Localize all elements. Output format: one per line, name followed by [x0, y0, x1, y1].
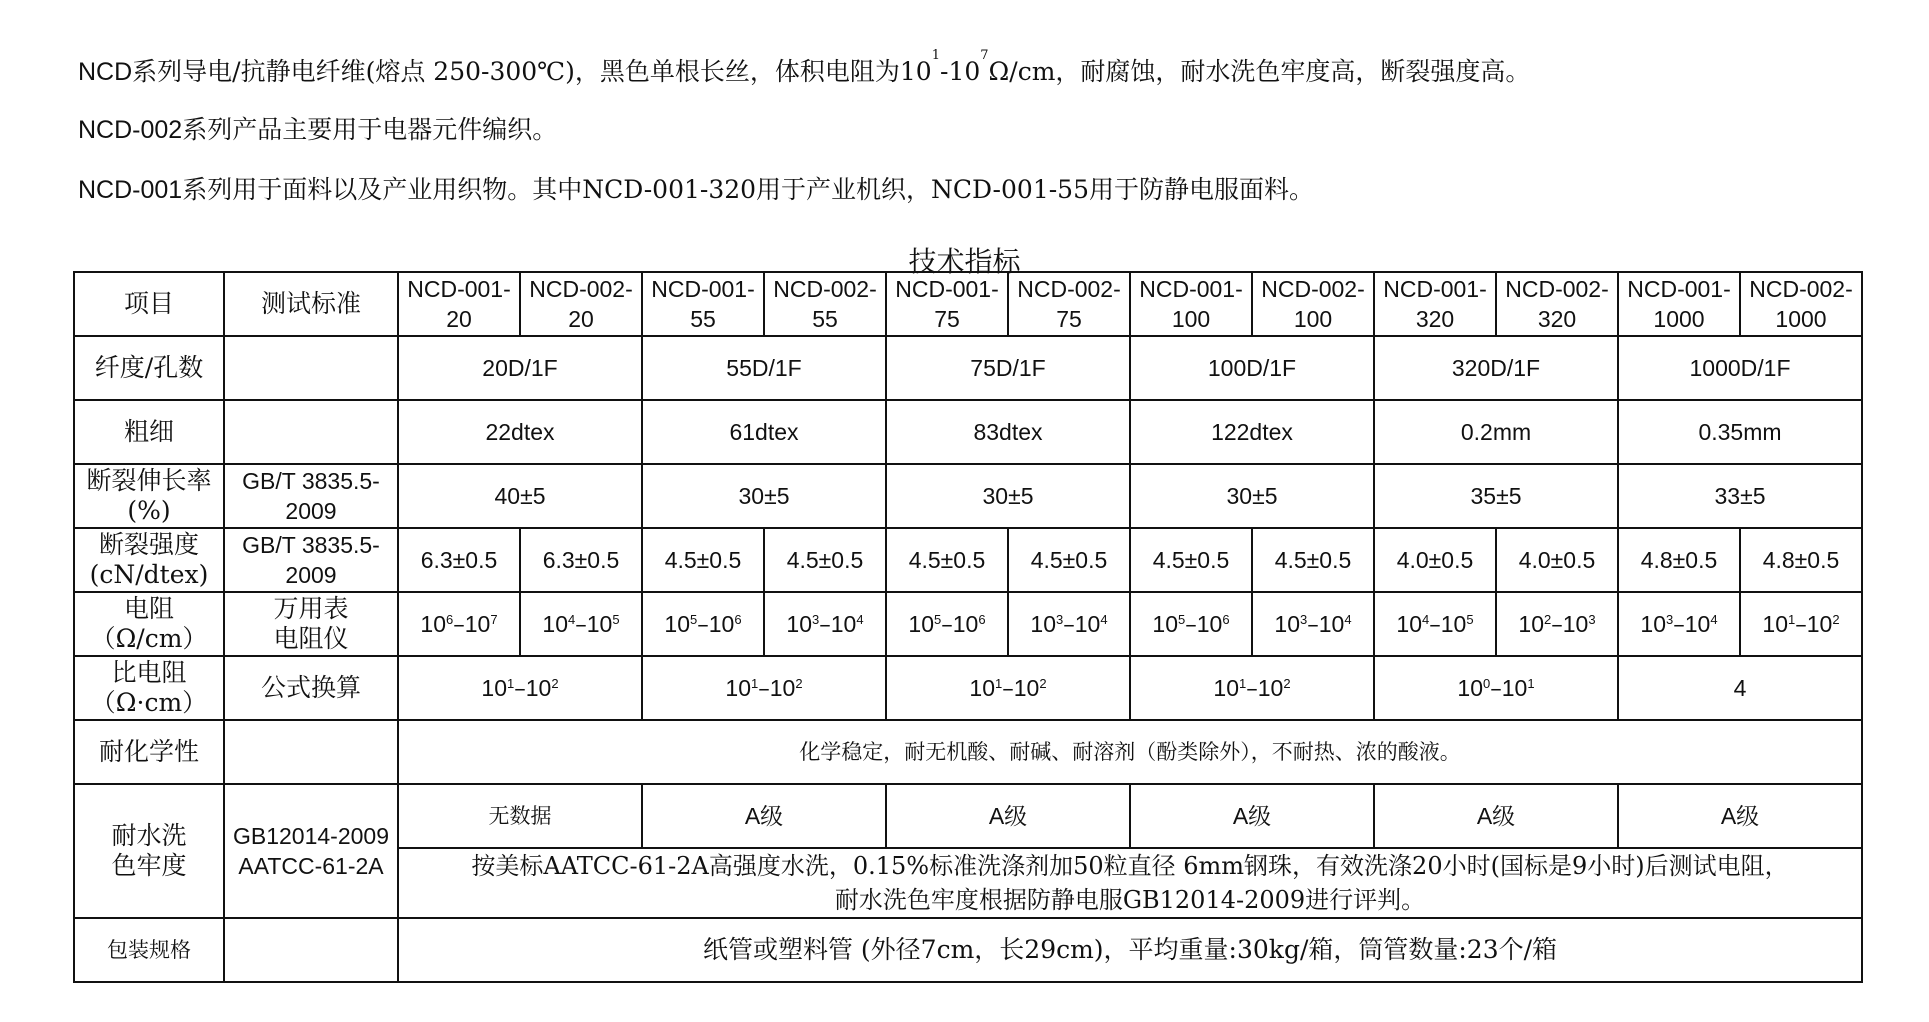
- resistance-cell: $10^3-10^4$: [1008, 592, 1130, 656]
- row-fineness: [74, 336, 1862, 400]
- row-chemical: [74, 720, 1862, 784]
- table-cell: 100D/1F: [1130, 336, 1374, 400]
- intro-paragraph-1: [78, 48, 1531, 88]
- resistance-cell: $10^5-10^6$: [642, 592, 764, 656]
- empty-cell: [224, 336, 398, 400]
- table-cell: 6.3±0.5: [520, 528, 642, 592]
- header-model: NCD-002- 75: [1008, 272, 1130, 336]
- table-cell: 30±5: [1130, 464, 1374, 528]
- table-cell: 0.35mm: [1618, 400, 1862, 464]
- resistance-cell: $10^1-10^2$: [398, 656, 642, 720]
- header-item: 项目: [74, 272, 224, 336]
- resistance-cell: $10^6-10^7$: [398, 592, 520, 656]
- table-cell: 22dtex: [398, 400, 642, 464]
- table-cell: 30±5: [886, 464, 1130, 528]
- row-standard: GB/T 3835.5- 2009: [224, 528, 398, 592]
- table-cell: 4.0±0.5: [1374, 528, 1496, 592]
- resistance-cell: $10^4-10^5$: [520, 592, 642, 656]
- header-model: NCD-002- 1000: [1740, 272, 1862, 336]
- header-model: NCD-002- 320: [1496, 272, 1618, 336]
- table-cell: 40±5: [398, 464, 642, 528]
- row-standard: 万用表 电阻仪: [224, 592, 398, 656]
- header-model: NCD-002- 20: [520, 272, 642, 336]
- table-cell: 75D/1F: [886, 336, 1130, 400]
- row-standard: 公式换算: [224, 656, 398, 720]
- row-specific-resistance: [74, 656, 1862, 720]
- row-label: 比电阻 （Ω·cm）: [74, 656, 224, 720]
- table-cell: 4.8±0.5: [1740, 528, 1862, 592]
- row-resistance: [74, 592, 1862, 656]
- intro-text: 系列用于面料以及产业用织物。其中NCD-001-320用于产业机织，NCD-001-55用于防静电服面料。: [182, 175, 1314, 204]
- table-cell: 55D/1F: [642, 336, 886, 400]
- product-code: NCD-001: [78, 176, 183, 204]
- table-cell: A级: [642, 784, 886, 848]
- header-model: NCD-001- 20: [398, 272, 520, 336]
- product-code: NCD: [78, 58, 133, 86]
- row-label: 纤度/孔数: [74, 336, 224, 400]
- table-cell: 4.8±0.5: [1618, 528, 1740, 592]
- table-cell: A级: [1130, 784, 1374, 848]
- row-standard: GB12014-2009 AATCC-61-2A: [224, 784, 398, 918]
- header-model: NCD-002- 55: [764, 272, 886, 336]
- resistance-cell: $10^1-10^2$: [1740, 592, 1862, 656]
- table-cell: 4.5±0.5: [1008, 528, 1130, 592]
- resistance-cell: $10^4-10^5$: [1374, 592, 1496, 656]
- header-standard: 测试标准: [224, 272, 398, 336]
- product-code: NCD-002: [78, 116, 183, 144]
- header-model: NCD-001- 55: [642, 272, 764, 336]
- table-cell: 30±5: [642, 464, 886, 528]
- table-cell: 6.3±0.5: [398, 528, 520, 592]
- row-standard: GB/T 3835.5- 2009: [224, 464, 398, 528]
- table-cell: 4.5±0.5: [642, 528, 764, 592]
- table-cell: 纸管或塑料管 (外径7cm，长29cm)，平均重量:30kg/箱，筒管数量:23个/箱: [398, 918, 1862, 982]
- table-cell: A级: [1618, 784, 1862, 848]
- resistance-cell: $10^1-10^2$: [642, 656, 886, 720]
- table-cell: 4.5±0.5: [1130, 528, 1252, 592]
- resistance-cell: $10^5-10^6$: [886, 592, 1008, 656]
- row-label: 耐水洗 色牢度: [74, 784, 224, 918]
- table-header-row: [74, 272, 1862, 336]
- resistance-cell: $10^3-10^4$: [1618, 592, 1740, 656]
- table-cell: 化学稳定，耐无机酸、耐碱、耐溶剂（酚类除外），不耐热、浓的酸液。: [398, 720, 1862, 784]
- resistance-cell: $10^3-10^4$: [1252, 592, 1374, 656]
- resistance-cell: $10^2-10^3$: [1496, 592, 1618, 656]
- table-cell: 0.2mm: [1374, 400, 1618, 464]
- empty-cell: [224, 720, 398, 784]
- table-cell: 33±5: [1618, 464, 1862, 528]
- table-cell: 1000D/1F: [1618, 336, 1862, 400]
- table-cell: A级: [1374, 784, 1618, 848]
- table-title: 技术指标: [908, 245, 1021, 278]
- table-cell: 4: [1618, 656, 1862, 720]
- table-cell: 35±5: [1374, 464, 1618, 528]
- wash-note: 按美标AATCC-61-2A高强度水洗，0.15%标准洗涤剂加50粒直径 6mm钢珠，有效洗涤20小时(国标是9小时)后测试电阻， 耐水洗色牢度根据防静电服GB12014-2009进行评判。: [398, 848, 1862, 918]
- spec-table: [73, 271, 1863, 983]
- resistance-cell: $10^1-10^2$: [1130, 656, 1374, 720]
- intro-text: Ω/cm，耐腐蚀，耐水洗色牢度高，断裂强度高。: [988, 57, 1531, 86]
- intro-text: -10: [940, 57, 981, 86]
- exponent: 1: [931, 48, 940, 63]
- table-cell: 320D/1F: [1374, 336, 1618, 400]
- table-cell: 122dtex: [1130, 400, 1374, 464]
- table-cell: 20D/1F: [398, 336, 642, 400]
- row-label: 断裂强度 (cN/dtex): [74, 528, 224, 592]
- table-cell: 4.5±0.5: [764, 528, 886, 592]
- empty-cell: [224, 918, 398, 982]
- header-model: NCD-002- 100: [1252, 272, 1374, 336]
- row-wash: [74, 784, 1862, 848]
- header-model: NCD-001- 75: [886, 272, 1008, 336]
- exponent: 7: [980, 48, 989, 63]
- resistance-cell: $10^1-10^2$: [886, 656, 1130, 720]
- header-model: NCD-001- 1000: [1618, 272, 1740, 336]
- empty-cell: [224, 400, 398, 464]
- intro-text: 系列产品主要用于电器元件编织。: [182, 115, 558, 144]
- intro-paragraph-2: [78, 110, 557, 146]
- row-strength: [74, 528, 1862, 592]
- intro-paragraph-3: [78, 170, 1314, 206]
- row-label: 耐化学性: [74, 720, 224, 784]
- resistance-cell: $10^3-10^4$: [764, 592, 886, 656]
- resistance-cell: $10^0-10^1$: [1374, 656, 1618, 720]
- row-elongation: [74, 464, 1862, 528]
- table-cell: 4.5±0.5: [886, 528, 1008, 592]
- header-model: NCD-001- 320: [1374, 272, 1496, 336]
- row-label: 粗细: [74, 400, 224, 464]
- intro-text: 系列导电/抗静电纤维(熔点 250-300℃)，黑色单根长丝，体积电阻为10: [132, 57, 932, 86]
- table-cell: 4.0±0.5: [1496, 528, 1618, 592]
- table-cell: 无数据: [398, 784, 642, 848]
- row-packing: [74, 918, 1862, 982]
- row-label: 断裂伸长率 (%): [74, 464, 224, 528]
- row-label: 包装规格: [74, 918, 224, 982]
- header-model: NCD-001- 100: [1130, 272, 1252, 336]
- table-cell: 4.5±0.5: [1252, 528, 1374, 592]
- resistance-cell: $10^5-10^6$: [1130, 592, 1252, 656]
- table-cell: A级: [886, 784, 1130, 848]
- row-label: 电阻 （Ω/cm）: [74, 592, 224, 656]
- table-cell: 83dtex: [886, 400, 1130, 464]
- row-thickness: [74, 400, 1862, 464]
- table-cell: 61dtex: [642, 400, 886, 464]
